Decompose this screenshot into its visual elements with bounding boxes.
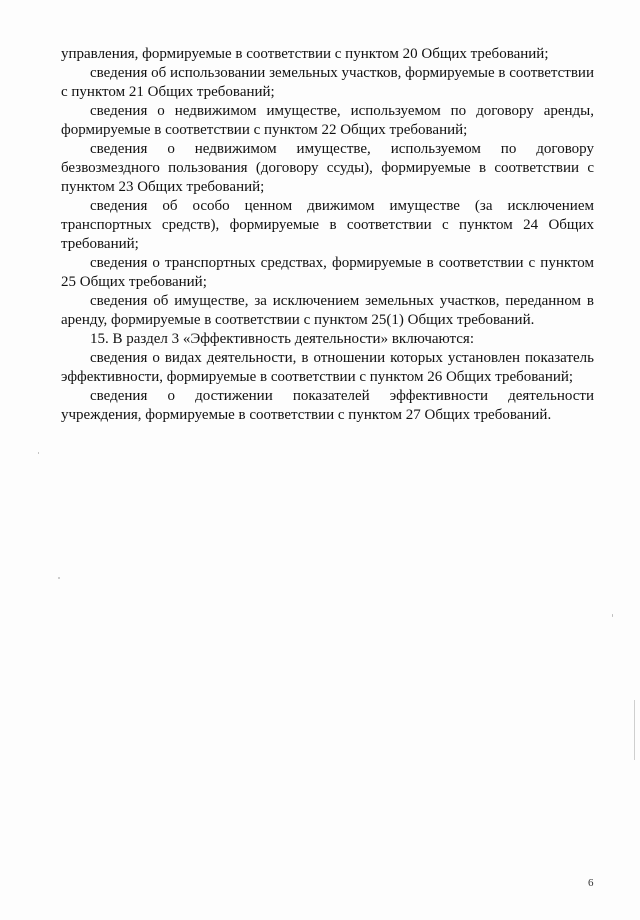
- paragraph-valuable-movables: сведения об особо ценном движимом имуществе (за исключением транспортных средств), формируемые в соответствии с пунктом 24 Общих требований;: [61, 198, 594, 252]
- paragraph-activity-types: сведения о видах деятельности, в отношении которых установлен показатель эффективности, формируемые в соответствии с пунктом 26 Общих требований;: [61, 350, 594, 385]
- scan-speck: [612, 614, 613, 617]
- paragraph-continuation: управления, формируемые в соответствии с пунктом 20 Общих требований;: [61, 46, 549, 62]
- paragraph-lease-property: сведения о недвижимом имуществе, используемом по договору аренды, формируемые в соответствии с пунктом 22 Общих требований;: [61, 103, 594, 138]
- document-body: [61, 45, 594, 425]
- scan-speck: [58, 577, 60, 579]
- paragraph-land-use: сведения об использовании земельных участков, формируемые в соответствии с пунктом 21 Общих требований;: [61, 65, 594, 100]
- paragraph-performance-indicators: сведения о достижении показателей эффективности деятельности учреждения, формируемые в соответствии с пунктом 27 Общих требований.: [61, 388, 594, 423]
- scan-edge-line: [634, 700, 635, 760]
- paragraph-vehicles: сведения о транспортных средствах, формируемые в соответствии с пунктом 25 Общих требований;: [61, 255, 594, 290]
- scan-speck: [38, 452, 39, 454]
- paragraph-leased-out-property: сведения об имуществе, за исключением земельных участков, переданном в аренду, формируемые в соответствии с пунктом 25(1) Общих требований.: [61, 293, 594, 328]
- paragraph-free-use-property: сведения о недвижимом имуществе, используемом по договору безвозмездного пользования (договору ссуды), формируемые в соответствии с пунктом 23 Общих требований;: [61, 141, 594, 195]
- page-number: 6: [588, 877, 594, 889]
- paragraph-section-3-heading: 15. В раздел 3 «Эффективность деятельности» включаются:: [90, 331, 474, 347]
